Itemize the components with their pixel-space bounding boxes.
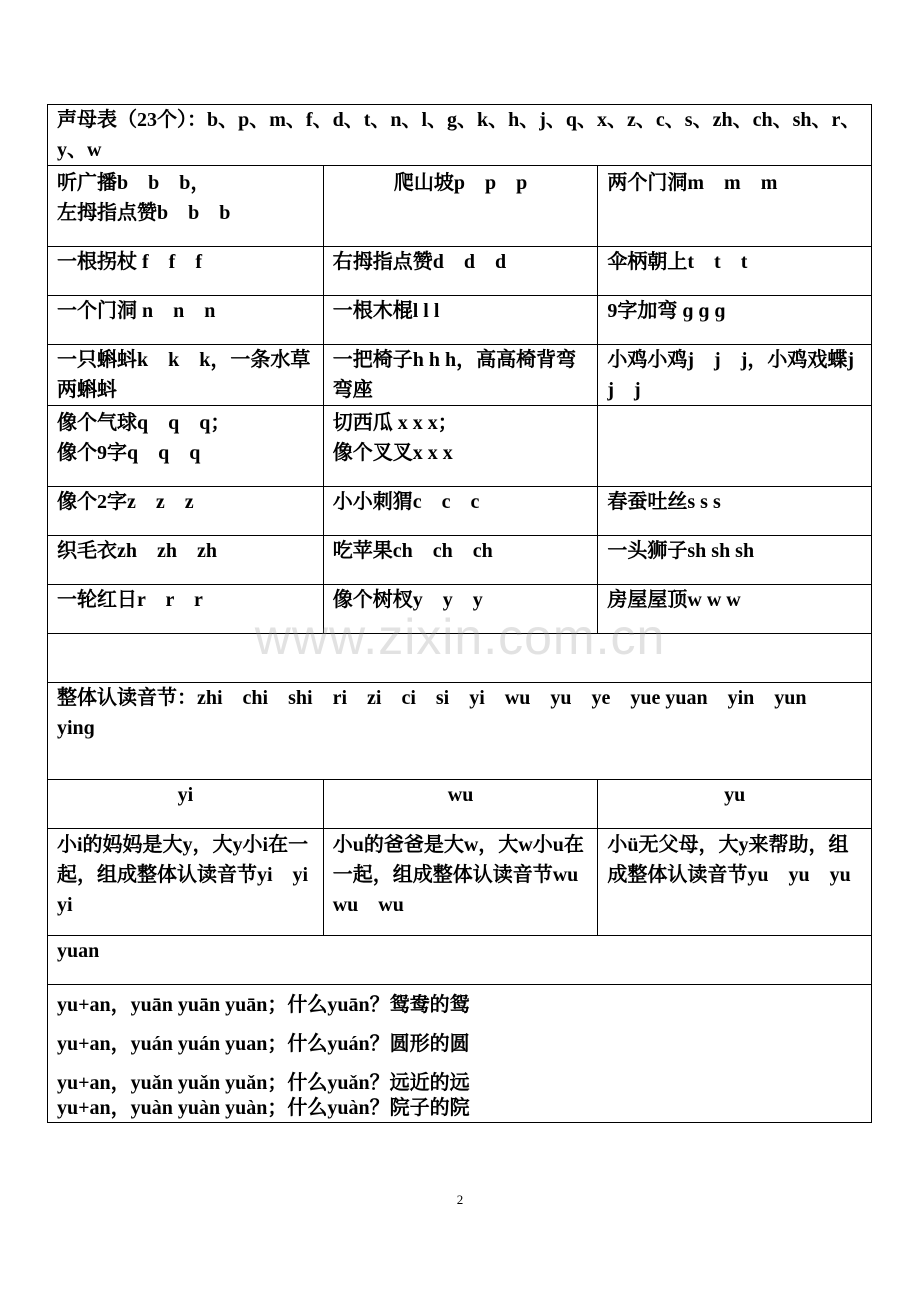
table-cell: 一轮红日r r r [48,585,324,634]
table-cell: 一头狮子sh sh sh [598,536,872,585]
yuan-line: yu+an，yuān yuān yuān；什么yuān？鸳鸯的鸳 [57,994,470,1016]
table-row [48,345,872,406]
table-cell: 切西瓜 x x x； 像个叉叉x x x [323,406,598,487]
yuan-line: yu+an，yuàn yuàn yuàn；什么yuàn？院子的院 [57,1097,470,1119]
table-cell: 一根木棍l l l [323,296,598,345]
empty-cell [48,634,872,683]
table-cell: 春蚕吐丝s s s [598,487,872,536]
initials-header-row [48,105,872,166]
table-cell: 像个树杈y y y [323,585,598,634]
explanation-yi: 小i的妈妈是大y，大y小i在一起，组成整体认读音节yi yi yi [48,829,324,936]
table-cell: 两个门洞m m m [598,166,872,247]
watermark: www.zixin.com.cn [254,609,666,665]
table-cell: 9字加弯 ɡ ɡ ɡ [598,296,872,345]
yuan-line: yu+an，yuǎn yuǎn yuǎn；什么yuǎn？远近的远 [57,1072,470,1094]
table-row [48,406,872,487]
table-cell: 听广播b b b， 左拇指点赞b b b [48,166,324,247]
table-cell: 右拇指点赞d d d [323,247,598,296]
table-cell: 一根拐杖 f f f [48,247,324,296]
column-header-yu: yu [598,780,872,829]
table-cell: 像个2字z z z [48,487,324,536]
table-row [48,247,872,296]
page-number: 2 [456,1192,464,1207]
table-cell: 一个门洞 n n n [48,296,324,345]
table-cell: 小小刺猬c c c [323,487,598,536]
pinyin-table [47,104,875,1123]
empty-row [48,634,872,683]
table-cell-empty [598,406,872,487]
column-header-yi: yi [48,780,324,829]
column-header-row [48,780,872,829]
column-header-wu: wu [323,780,598,829]
table-cell: 伞柄朝上t t t [598,247,872,296]
yuan-title: yuan [48,936,872,985]
yuan-lines-row [48,985,872,1123]
overall-syllables-row [48,683,872,780]
table-row [48,536,872,585]
explanation-row [48,829,872,936]
table-cell: 吃苹果ch ch ch [323,536,598,585]
table-cell: 小鸡小鸡j j j，小鸡戏蝶j j j [598,345,872,406]
table-cell: 爬山坡p p p [323,166,598,247]
initials-list: 声母表（23个）：b、p、m、f、d、t、n、l、g、k、h、j、q、x、z、c、s、zh、ch、sh、r、y、w [57,109,861,161]
overall-syllables-cell [48,683,872,780]
initials-header-cell [48,105,872,166]
yuan-title-row [48,936,872,985]
explanation-yu: 小ü无父母，大y来帮助，组成整体认读音节yu yu yu [598,829,872,936]
table-row [48,296,872,345]
table-cell: 房屋屋顶w w w [598,585,872,634]
yuan-lines-cell [48,985,872,1123]
overall-syllables-text: 整体认读音节：zhi chi shi ri zi ci si yi wu yu ye yue yuan yin yun yinɡ [57,687,827,739]
table-cell: 一只蝌蚪k k k，一条水草两蝌蚪 [48,345,324,406]
explanation-wu: 小u的爸爸是大w，大w小u在一起，组成整体认读音节wu wu wu [323,829,598,936]
table-cell: 织毛衣zh zh zh [48,536,324,585]
yuan-line: yu+an，yuán yuán yuan；什么yuán？圆形的圆 [57,1033,470,1055]
table-row [48,487,872,536]
table-row [48,585,872,634]
table-row [48,166,872,247]
table-cell: 一把椅子h h h，高高椅背弯弯座 [323,345,598,406]
table-cell: 像个气球q q q； 像个9字q q q [48,406,324,487]
